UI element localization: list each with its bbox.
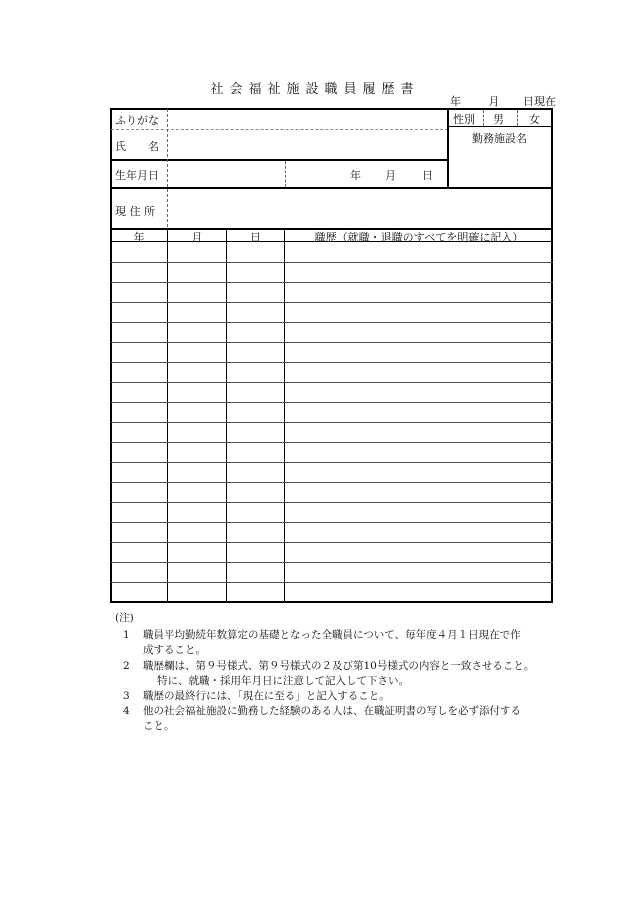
gender-male[interactable]: 男 (493, 113, 504, 126)
note-item (115, 628, 595, 658)
history-row[interactable] (111, 342, 553, 362)
right-box-divider (447, 109, 449, 188)
note-item (115, 659, 595, 689)
note-line: 職歴の最終行には、「現在に至る」と記入すること。 (143, 690, 390, 703)
as-of-date (450, 93, 556, 109)
birth-day-label: 日 (422, 169, 433, 182)
history-row[interactable] (111, 482, 553, 502)
gender-divider-2 (517, 110, 518, 126)
workplace-label: 勤務施設名 (472, 132, 527, 145)
history-header-career: 職歴（就職・退職のすべてを明確に記入） (314, 231, 524, 244)
history-row[interactable] (111, 322, 553, 342)
furigana-label: ふりがな (115, 114, 159, 127)
note-number: 4 (123, 705, 130, 718)
label-divider-top (167, 109, 168, 187)
history-row[interactable] (111, 402, 553, 422)
address-label: 現 住 所 (115, 205, 155, 218)
history-header-year: 年 (133, 231, 145, 244)
as-of-day: 日現在 (523, 95, 556, 108)
history-row[interactable] (111, 262, 553, 282)
as-of-year: 年 (450, 95, 461, 108)
birthdate-label: 生年月日 (115, 169, 159, 182)
history-row[interactable] (111, 302, 553, 322)
history-row[interactable] (111, 442, 553, 462)
document-title: 社会福祉施設職員履歴書 (210, 82, 420, 97)
birth-year-label: 年 (350, 169, 361, 182)
note-line: 特に、就職・採用年月日に注意して記入して下さい。 (157, 674, 409, 687)
notes-section (115, 611, 595, 735)
history-row[interactable] (111, 362, 553, 382)
note-number: 3 (123, 690, 130, 703)
history-row[interactable] (111, 242, 553, 262)
history-row[interactable] (111, 282, 553, 302)
note-number: 1 (123, 629, 130, 642)
history-row[interactable] (111, 382, 553, 402)
history-row[interactable] (111, 542, 553, 562)
note-line: こと。 (143, 720, 175, 733)
name-label: 氏 名 (115, 140, 159, 153)
gender-label: 性別 (453, 113, 475, 126)
history-header-day: 日 (250, 231, 261, 244)
note-line: 成すること。 (143, 644, 206, 657)
history-row[interactable] (111, 522, 553, 542)
as-of-month: 月 (488, 95, 500, 108)
note-number: 2 (123, 659, 130, 672)
notes-list (115, 628, 595, 734)
note-line: 職歴欄は、第９号様式、第９号様式の２及び第10号様式の内容と一致させること。 (143, 659, 535, 672)
birth-month-label: 月 (385, 169, 396, 182)
history-row[interactable] (111, 562, 553, 582)
note-line: 職員平均勤続年数算定の基礎となった全職員について、毎年度４月１日現在で作 (143, 629, 521, 642)
note-item (115, 689, 595, 704)
note-item (115, 704, 595, 734)
birthdate-divider (285, 161, 286, 187)
furigana-divider (111, 129, 448, 130)
history-row[interactable] (111, 462, 553, 482)
birthdate-bottom-line (111, 187, 553, 189)
name-bottom-line (111, 159, 449, 161)
address-label-divider (167, 189, 168, 227)
history-row[interactable] (111, 582, 553, 602)
note-line: 他の社会福祉施設に勤務した経験のある人は、在職証明書の写しを必ず添付する (143, 705, 521, 718)
history-row[interactable] (111, 502, 553, 522)
history-row[interactable] (111, 422, 553, 442)
gender-female[interactable]: 女 (529, 113, 540, 126)
gender-divider-1 (483, 110, 484, 126)
notes-heading: (注) (115, 612, 134, 624)
history-header-month: 月 (191, 231, 203, 244)
